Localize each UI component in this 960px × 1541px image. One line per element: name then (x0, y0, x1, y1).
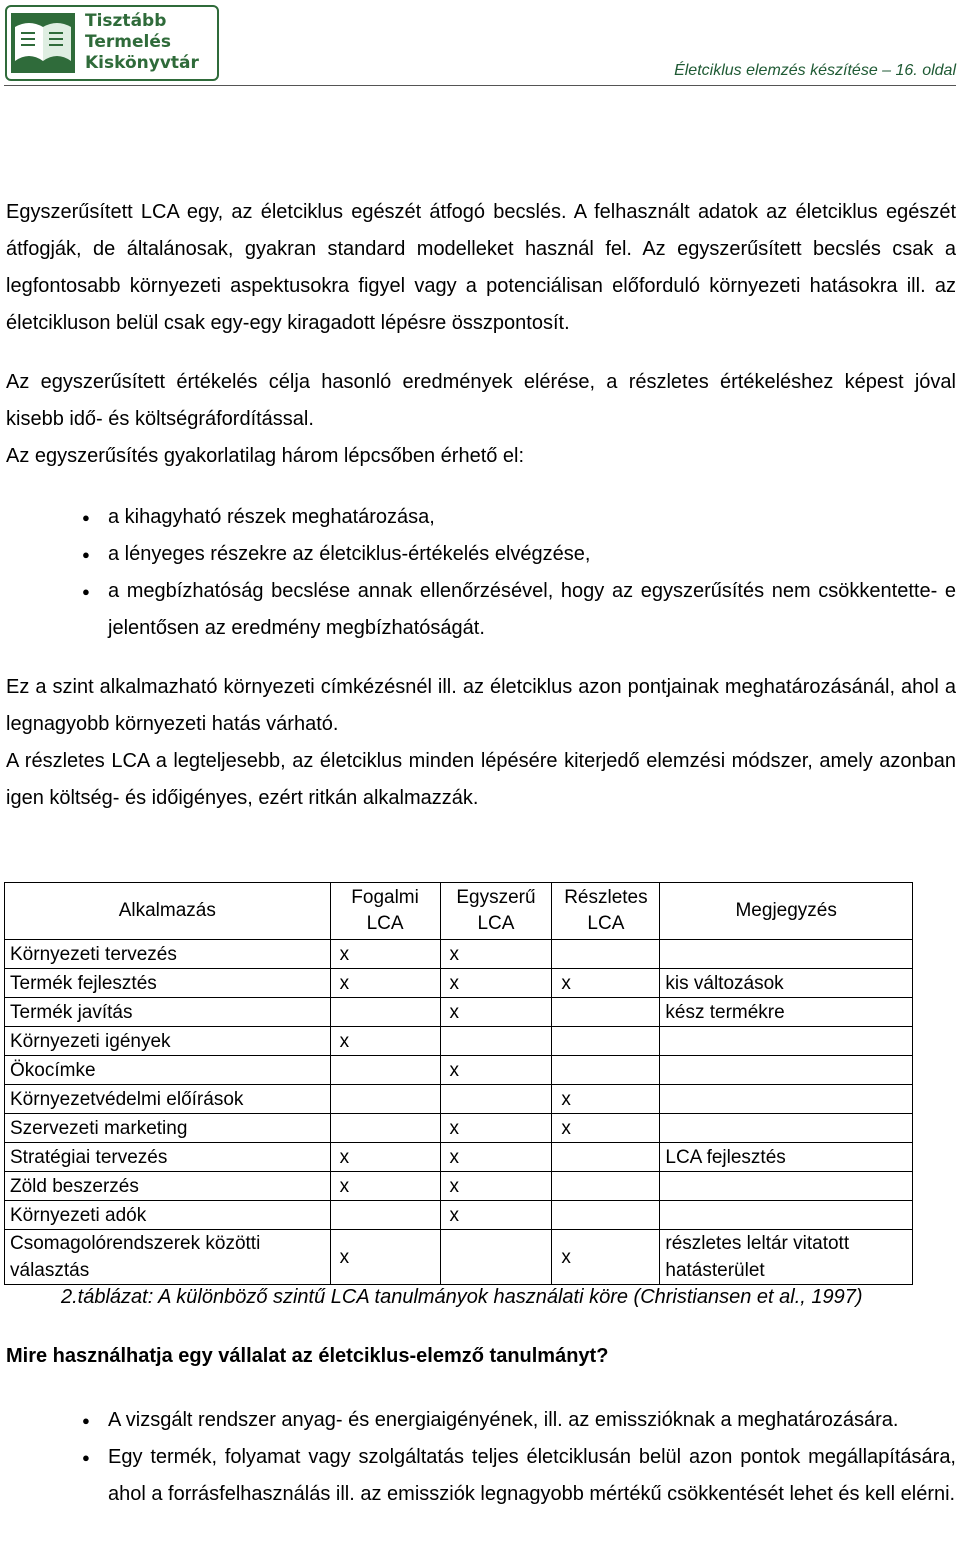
paragraph-goal: Az egyszerűsített értékelés célja hasonló eredmények elérése, a részletes értékeléshez képest jóval kisebb idő- és költségráfordítással. (6, 371, 956, 430)
cell-alkalmazas: Termék javítás (5, 998, 331, 1027)
cell-mark (440, 1027, 552, 1056)
paragraph-steps-intro: Az egyszerűsítés gyakorlatilag három lépcsőben érhető el: (6, 445, 525, 467)
cell-mark: x (330, 1027, 440, 1056)
cell-megjegyzes (660, 1027, 913, 1056)
cell-mark: x (440, 1143, 552, 1172)
header-reszletes: Részletes LCA (552, 883, 660, 940)
header-alkalmazas: Alkalmazás (5, 883, 331, 940)
list-item: ● Egy termék, folyamat vagy szolgáltatás teljes életciklusán belül azon pontok megállapítására, ahol a forrásfelhasználás ill. az emissziók legnagyobb mértékű csökkentését lehet és kell elérni. (6, 1439, 956, 1513)
table-header-row (5, 883, 913, 940)
cell-mark (552, 1056, 660, 1085)
cell-mark: x (440, 940, 552, 969)
main-content (6, 194, 956, 817)
cell-mark: x (552, 1114, 660, 1143)
cell-mark (552, 940, 660, 969)
answers-section (6, 1402, 956, 1513)
paragraph-intro: Egyszerűsített LCA egy, az életciklus egészét átfogó becslés. A felhasznált adatok az életciklus egészét átfogják, de általánosak, gyakran standard modelleket használ fel. Az egyszerűsített becslés csak a legfontosabb környezeti aspektusokra figyel vagy a potenciálisan előforduló környezeti hatásokra ill. az életcikluson belül csak egy-egy kiragadott lépésre összpontosít. (6, 201, 956, 334)
cell-mark (330, 998, 440, 1027)
cell-mark (552, 1201, 660, 1230)
cell-mark: x (440, 969, 552, 998)
header-fogalmi: Fogalmi LCA (330, 883, 440, 940)
cell-megjegyzes (660, 1114, 913, 1143)
list-item: ● A vizsgált rendszer anyag- és energiaigényének, ill. az emisszióknak a meghatározására. (6, 1402, 956, 1439)
cell-mark: x (330, 1172, 440, 1201)
cell-mark: x (330, 1230, 440, 1285)
steps-list (6, 499, 956, 647)
section-question: Mire használhatja egy vállalat az életciklus-elemző tanulmányt? (6, 1345, 609, 1367)
cell-mark: x (440, 1114, 552, 1143)
cell-megjegyzes: kis változások (660, 969, 913, 998)
cell-mark: x (552, 1085, 660, 1114)
cell-megjegyzes (660, 940, 913, 969)
cell-mark (440, 1230, 552, 1285)
cell-mark: x (440, 1056, 552, 1085)
list-item: ● a megbízhatóság becslése annak ellenőrzésével, hogy az egyszerűsítés nem csökkentette- e jelentősen az eredmény megbízhatóságát. (6, 573, 956, 647)
paragraph-usage: Ez a szint alkalmazható környezeti címkézésnél ill. az életciklus azon pontjainak meghatározásánál, ahol a legnagyobb környezeti hatás várható. (6, 676, 956, 735)
cell-mark (440, 1085, 552, 1114)
list-item: ● a lényeges részekre az életciklus-értékelés elvégzése, (6, 536, 956, 573)
cell-mark: x (440, 998, 552, 1027)
table-row (5, 969, 913, 998)
cell-mark (552, 998, 660, 1027)
paragraph-detailed: A részletes LCA a legteljesebb, az életciklus minden lépésére kiterjedő elemzési módszer, amely azonban igen költség- és időigényes, ezért ritkán alkalmazzák. (6, 750, 956, 809)
page-label: Életciklus elemzés készítése – 16. oldal (674, 62, 956, 79)
cell-alkalmazas: Stratégiai tervezés (5, 1143, 331, 1172)
lca-table (4, 882, 913, 1285)
cell-alkalmazas: Csomagolórendszerek közötti választás (5, 1230, 331, 1285)
cell-alkalmazas: Környezeti tervezés (5, 940, 331, 969)
cell-megjegyzes (660, 1201, 913, 1230)
table-row (5, 1201, 913, 1230)
table-row (5, 1172, 913, 1201)
table-body (5, 940, 913, 1285)
table-caption: 2.táblázat: A különböző szintű LCA tanulmányok használati köre (Christiansen et al., 1997) (61, 1286, 863, 1308)
cell-megjegyzes (660, 1172, 913, 1201)
table-row (5, 1143, 913, 1172)
cell-alkalmazas: Termék fejlesztés (5, 969, 331, 998)
cell-alkalmazas: Környezetvédelmi előírások (5, 1085, 331, 1114)
table-row (5, 940, 913, 969)
cell-mark (330, 1085, 440, 1114)
cell-mark: x (440, 1201, 552, 1230)
logo-line-3: Kiskönyvtár (85, 53, 199, 73)
cell-megjegyzes (660, 1085, 913, 1114)
cell-mark (330, 1056, 440, 1085)
logo-line-2: Termelés (85, 32, 171, 52)
cell-mark (552, 1143, 660, 1172)
cell-mark: x (330, 1143, 440, 1172)
logo-line-1: Tisztább (85, 11, 167, 31)
cell-alkalmazas: Ökocímke (5, 1056, 331, 1085)
logo-text (85, 11, 199, 74)
cell-mark (552, 1027, 660, 1056)
table-row (5, 1027, 913, 1056)
cell-mark (330, 1114, 440, 1143)
table-row (5, 1085, 913, 1114)
cell-mark (330, 1201, 440, 1230)
table-row (5, 1114, 913, 1143)
list-item: ● a kihagyható részek meghatározása, (6, 499, 956, 536)
cell-megjegyzes: részletes leltár vitatott hatásterület (660, 1230, 913, 1285)
cell-alkalmazas: Szervezeti marketing (5, 1114, 331, 1143)
header-megjegyzes: Megjegyzés (660, 883, 913, 940)
cell-megjegyzes: kész termékre (660, 998, 913, 1027)
answers-list (6, 1402, 956, 1513)
cell-mark: x (330, 940, 440, 969)
cell-alkalmazas: Zöld beszerzés (5, 1172, 331, 1201)
cell-mark: x (552, 1230, 660, 1285)
cell-alkalmazas: Környezeti igények (5, 1027, 331, 1056)
cell-mark: x (440, 1172, 552, 1201)
cell-megjegyzes: LCA fejlesztés (660, 1143, 913, 1172)
table-row (5, 1056, 913, 1085)
logo (5, 5, 219, 81)
cell-mark: x (330, 969, 440, 998)
header-divider (4, 85, 956, 86)
cell-mark (552, 1172, 660, 1201)
cell-mark: x (552, 969, 660, 998)
cell-alkalmazas: Környezeti adók (5, 1201, 331, 1230)
header-egyszeru: Egyszerű LCA (440, 883, 552, 940)
table-row (5, 998, 913, 1027)
table-row (5, 1230, 913, 1285)
cell-megjegyzes (660, 1056, 913, 1085)
